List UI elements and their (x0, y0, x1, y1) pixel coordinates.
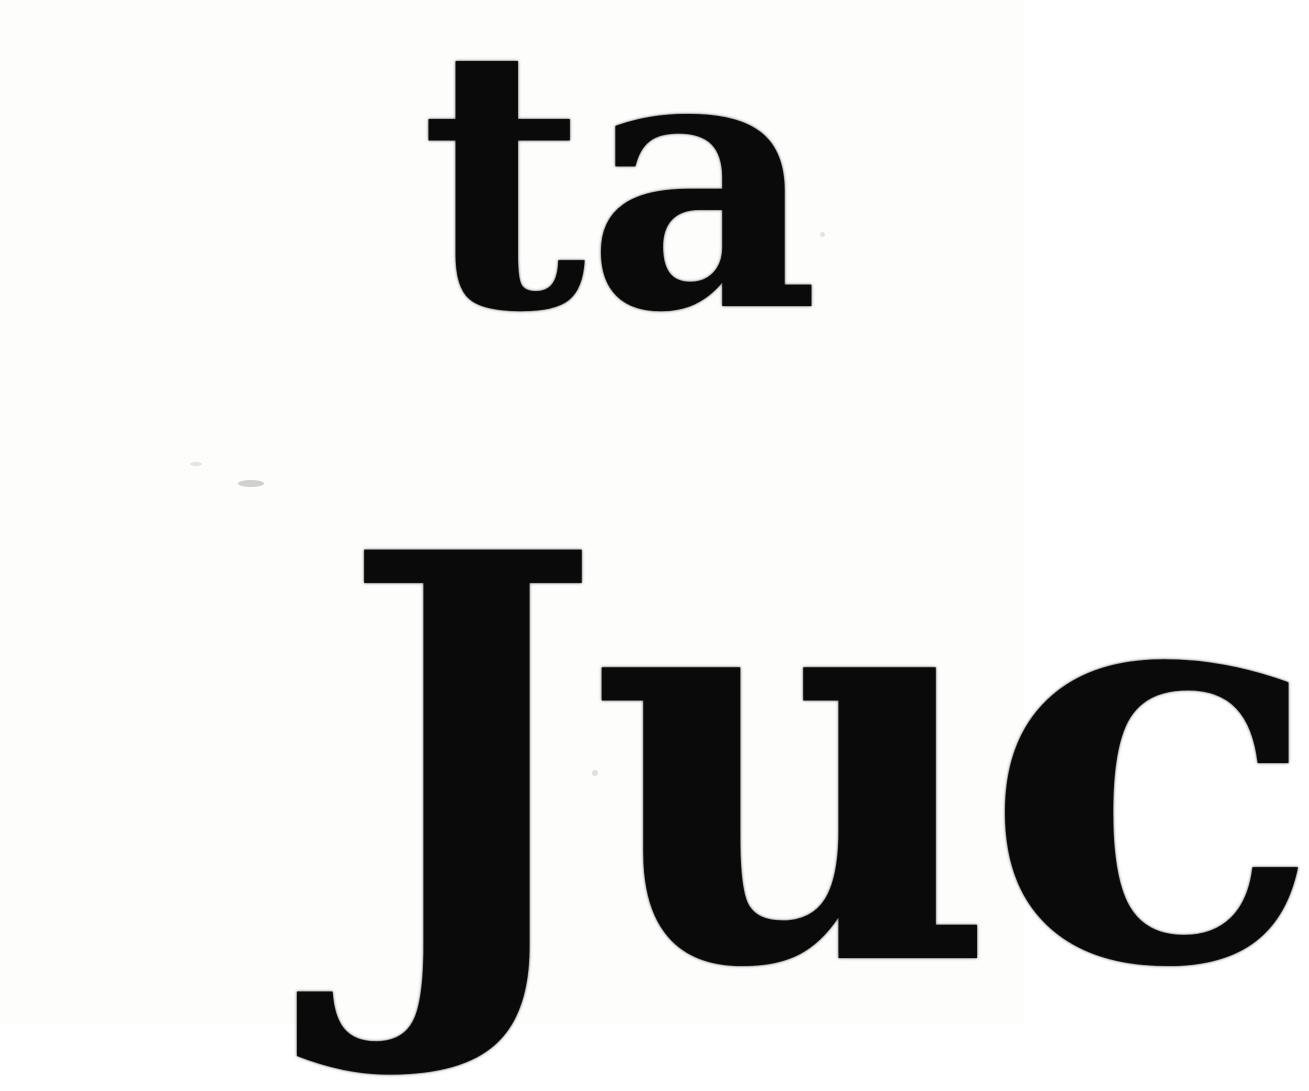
ink-speck (190, 462, 202, 466)
text-fragment-top: ta (420, 0, 820, 391)
text-fragment-bottom: Juc (338, 433, 1309, 1091)
ink-speck (820, 232, 825, 237)
ink-speck (238, 480, 264, 487)
